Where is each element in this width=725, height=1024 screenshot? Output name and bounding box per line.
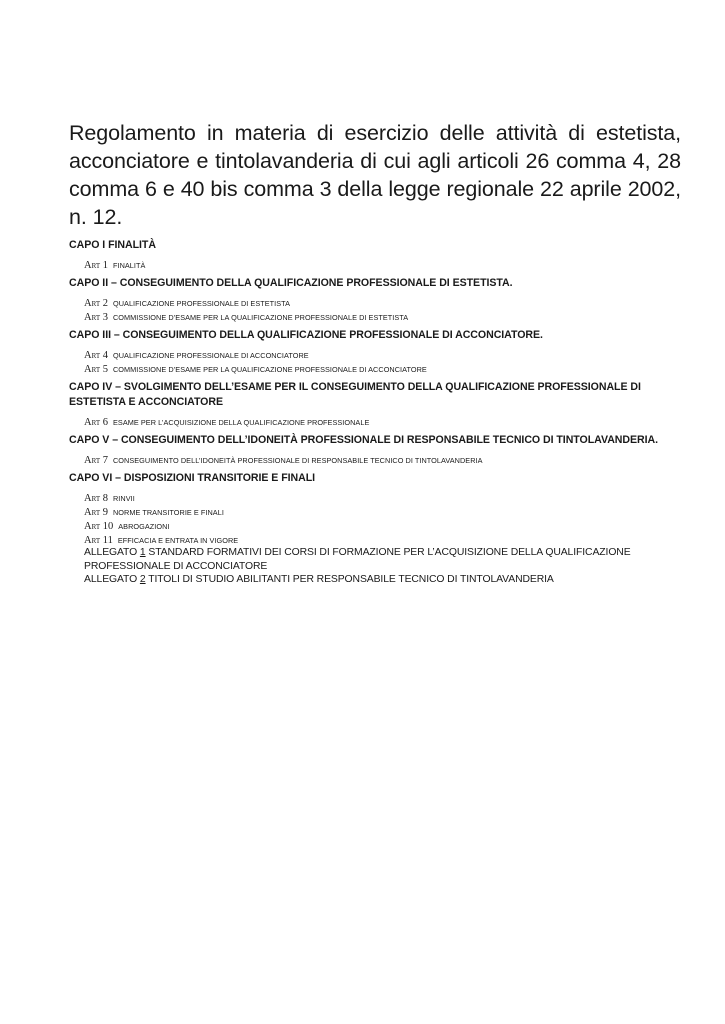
article-entry[interactable] <box>84 347 669 361</box>
capo-block <box>69 380 669 428</box>
article-list <box>84 347 669 375</box>
capo-heading[interactable]: CAPO III – CONSEGUIMENTO DELLA QUALIFICAZIONE PROFESSIONALE DI ACCONCIATORE. <box>69 329 543 341</box>
article-entry[interactable] <box>84 361 669 375</box>
capo-block <box>69 238 669 271</box>
article-title: QUALIFICAZIONE PROFESSIONALE DI ESTETISTA <box>112 299 291 308</box>
article-list <box>84 414 669 428</box>
article-entry[interactable] <box>84 532 669 546</box>
article-entry[interactable] <box>84 504 669 518</box>
allegato-number: 1 <box>139 547 146 558</box>
allegato-text: TITOLI DI STUDIO ABILITANTI PER RESPONSABILE TECNICO DI TINTOLAVANDERIA <box>145 574 554 585</box>
capo-block <box>69 433 669 466</box>
allegato-entry[interactable] <box>84 573 669 587</box>
article-title: ABROGAZIONI <box>118 522 170 531</box>
capo-block <box>69 471 669 587</box>
allegato-label: ALLEGATO <box>84 574 138 585</box>
article-entry[interactable] <box>84 452 669 466</box>
allegato-number: 2 <box>139 574 146 585</box>
article-title: ESAME PER L’ACQUISIZIONE DELLA QUALIFICAZIONE PROFESSIONALE <box>112 418 370 427</box>
capo-block <box>69 276 669 323</box>
capo-heading[interactable]: CAPO II – CONSEGUIMENTO DELLA QUALIFICAZIONE PROFESSIONALE DI ESTETISTA. <box>69 277 513 289</box>
article-number: Art 3 <box>84 312 108 323</box>
article-title: RINVII <box>112 494 135 503</box>
article-number: Art 11 <box>84 535 113 546</box>
article-number: Art 10 <box>84 521 114 532</box>
article-entry[interactable] <box>84 414 669 428</box>
article-list <box>84 257 669 271</box>
article-list <box>84 295 669 323</box>
article-number: Art 9 <box>84 507 108 518</box>
article-entry[interactable] <box>84 518 669 532</box>
article-number: Art 6 <box>84 417 108 428</box>
article-entry[interactable] <box>84 257 669 271</box>
article-number: Art 5 <box>84 364 108 375</box>
capo-heading[interactable]: CAPO IV – SVOLGIMENTO DELL’ESAME PER IL CONSEGUIMENTO DELLA QUALIFICAZIONE PROFESSIONALE DI ESTETISTA E ACCONCIATORE <box>69 381 641 408</box>
article-list <box>84 452 669 466</box>
table-of-contents <box>69 238 669 592</box>
article-list <box>84 490 669 587</box>
article-number: Art 2 <box>84 298 108 309</box>
capo-block <box>69 328 669 375</box>
capo-heading[interactable]: CAPO VI – DISPOSIZIONI TRANSITORIE E FINALI <box>69 472 316 484</box>
article-title: CONSEGUIMENTO DELL’IDONEITÀ PROFESSIONALE DI RESPONSABILE TECNICO DI TINTOLAVANDERIA <box>112 456 483 465</box>
capo-heading[interactable]: CAPO V – CONSEGUIMENTO DELL’IDONEITÀ PROFESSIONALE DI RESPONSABILE TECNICO DI TINTOLAVANDERIA. <box>69 434 658 446</box>
article-title: COMMISSIONE D’ESAME PER LA QUALIFICAZIONE PROFESSIONALE DI ESTETISTA <box>112 313 409 322</box>
article-title: NORME TRANSITORIE E FINALI <box>112 508 224 517</box>
article-number: Art 8 <box>84 493 108 504</box>
allegato-label: ALLEGATO <box>84 547 138 558</box>
article-title: COMMISSIONE D’ESAME PER LA QUALIFICAZIONE PROFESSIONALE DI ACCONCIATORE <box>112 365 427 374</box>
article-number: Art 1 <box>84 260 108 271</box>
article-number: Art 4 <box>84 350 108 361</box>
document-title: Regolamento in materia di esercizio delle attività di estetista, acconciatore e tintolavanderia di cui agli articoli 26 comma 4, 28 comma 6 e 40 bis comma 3 della legge regionale 22 aprile 2002, n. 12. <box>69 121 681 229</box>
article-number: Art 7 <box>84 455 108 466</box>
capo-heading[interactable]: CAPO I FINALITÀ <box>69 239 156 251</box>
article-title: FINALITÀ <box>112 261 146 270</box>
allegato-text: STANDARD FORMATIVI DEI CORSI DI FORMAZIONE PER L’ACQUISIZIONE DELLA QUALIFICAZIONE PROFESSIONALE DI ACCONCIATORE <box>84 547 631 572</box>
allegato-entry[interactable] <box>84 546 669 573</box>
article-entry[interactable] <box>84 309 669 323</box>
article-title: QUALIFICAZIONE PROFESSIONALE DI ACCONCIATORE <box>112 351 309 360</box>
article-entry[interactable] <box>84 295 669 309</box>
article-title: EFFICACIA E ENTRATA IN VIGORE <box>117 536 239 545</box>
article-entry[interactable] <box>84 490 669 504</box>
